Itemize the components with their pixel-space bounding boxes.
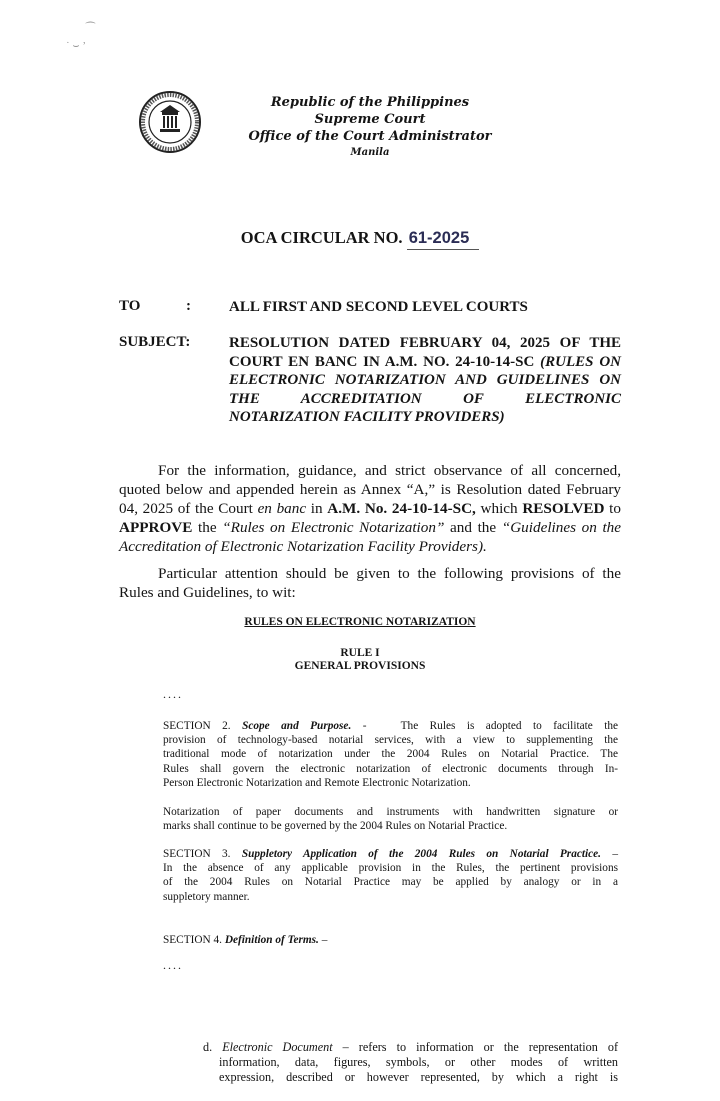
section-title: Suppletory Application of the 2004 Rules on Notarial Practice. <box>241 848 601 860</box>
intro-part: “Guidelines on the <box>501 519 621 536</box>
rules-heading <box>0 616 720 628</box>
circular-number: 61-2025 <box>407 229 480 250</box>
item-d-line: information, data, figures, symbols, or other modes of written <box>219 1055 618 1069</box>
attention-line: Rules and Guidelines, to wit: <box>119 584 296 601</box>
letterhead-office: Office of the Court Administrator <box>248 129 492 144</box>
rule-number: RULE I <box>340 647 380 659</box>
section-2-line: traditional mode of notarization under the 2004 Rules on Notarial Practice. The <box>163 748 618 761</box>
intro-part: in <box>306 500 328 517</box>
section-2-line: provision of technology-based notarial services, with a view to supplementing the <box>163 734 618 747</box>
scan-artifact: ˙ ⌣ ʼ <box>66 40 87 52</box>
section-2-line: Person Electronic Notarization and Remote Electronic Notarization. <box>163 776 471 789</box>
ellipsis: .... <box>163 687 183 701</box>
subject-line: THE ACCREDITATION OF ELECTRONIC <box>229 390 621 407</box>
section-4 <box>163 933 618 947</box>
section-dash: - <box>351 720 367 732</box>
ellipsis: .... <box>163 958 183 972</box>
rule-title: GENERAL PROVISIONS <box>294 660 426 672</box>
section-text: The Rules is adopted to facilitate the <box>400 720 619 732</box>
item-marker: d. <box>203 1040 213 1054</box>
intro-part: en banc <box>257 500 307 517</box>
intro-paragraph <box>119 461 621 556</box>
item-text: – refers to information or the representation of <box>332 1040 618 1054</box>
subject-line: ELECTRONIC NOTARIZATION AND GUIDELINES ON <box>229 372 621 388</box>
subject-value <box>229 334 621 427</box>
circular-prefix: OCA CIRCULAR NO. <box>240 228 403 247</box>
section-label: SECTION 4. <box>163 934 222 946</box>
section-3-line: suppletory manner. <box>163 890 250 903</box>
section-4-line <box>163 933 618 947</box>
intro-part: which <box>475 500 523 517</box>
to-colon: : <box>186 298 191 314</box>
to-label: TO <box>119 298 141 314</box>
letterhead-city: Manila <box>350 147 390 158</box>
section-2-line <box>163 719 618 733</box>
letterhead-republic: Republic of the Philippines <box>270 95 470 110</box>
section-dash: – <box>601 848 618 860</box>
subject-line-part: (RULES ON <box>540 353 621 370</box>
intro-part: the <box>192 519 223 536</box>
letterhead <box>200 94 540 160</box>
item-d-line <box>203 1040 618 1055</box>
intro-part: “Rules on Electronic Notarization” <box>222 519 445 536</box>
letterhead-supreme-court: Supreme Court <box>314 112 426 127</box>
subject-line-part: COURT EN BANC IN A.M. NO. 24-10-14-SC <box>229 353 535 370</box>
to-value: ALL FIRST AND SECOND LEVEL COURTS <box>229 299 528 315</box>
scan-artifact: ⁀ <box>86 23 95 35</box>
item-d-line: expression, described or however represented, by which a right is <box>219 1070 618 1084</box>
paper-documents-line: Notarization of paper documents and instruments with handwritten signature or <box>163 806 618 818</box>
intro-part: RESOLVED <box>522 500 605 517</box>
section-dash: – <box>318 934 328 946</box>
section-label: SECTION 3. <box>163 848 231 860</box>
subject-label: SUBJECT: <box>119 334 191 350</box>
intro-part: and the <box>444 519 502 536</box>
section-3-line: of the 2004 Rules on Notarial Practice may be applied by analogy or in a <box>163 876 618 889</box>
section-3-line <box>163 847 618 861</box>
section-2 <box>163 719 618 790</box>
intro-part: 04, 2025 of the Court <box>119 500 258 517</box>
section-title: Scope and Purpose. <box>242 720 352 732</box>
intro-part: to <box>604 500 621 517</box>
paper-documents-paragraph <box>163 805 618 833</box>
intro-line: Accreditation of Electronic Notarization Facility Providers). <box>119 538 487 555</box>
intro-line: quoted below and appended herein as Annex “A,” is Resolution dated February <box>119 481 621 498</box>
paper-documents-line: marks shall continue to be governed by the 2004 Rules on Notarial Practice. <box>163 820 508 833</box>
rules-heading-text: RULES ON ELECTRONIC NOTARIZATION <box>244 616 476 628</box>
section-title: Definition of Terms. <box>224 934 319 946</box>
intro-line <box>119 518 621 537</box>
attention-line: Particular attention should be given to the following provisions of the <box>158 565 621 582</box>
attention-paragraph <box>119 564 621 602</box>
section-3 <box>163 847 618 904</box>
circular-title <box>0 228 720 250</box>
intro-part: A.M. No. 24-10-14-SC, <box>327 500 476 517</box>
intro-line <box>119 499 621 518</box>
section-3-line: In the absence of any applicable provision in the Rules, the pertinent provisions <box>163 862 618 875</box>
subject-line: NOTARIZATION FACILITY PROVIDERS) <box>229 409 505 425</box>
intro-part: APPROVE <box>119 519 193 536</box>
intro-line: For the information, guidance, and strict observance of all concerned, <box>158 462 621 479</box>
subject-line <box>229 353 621 372</box>
subject-line: RESOLUTION DATED FEBRUARY 04, 2025 OF THE <box>229 335 621 351</box>
section-2-line: Rules shall govern the electronic notarization of electronic documents through In- <box>163 762 618 775</box>
section-label: SECTION 2. <box>163 720 231 732</box>
definition-item-d <box>203 1040 618 1085</box>
court-administrator-seal-icon <box>138 90 202 154</box>
item-term: Electronic Document <box>222 1040 333 1054</box>
